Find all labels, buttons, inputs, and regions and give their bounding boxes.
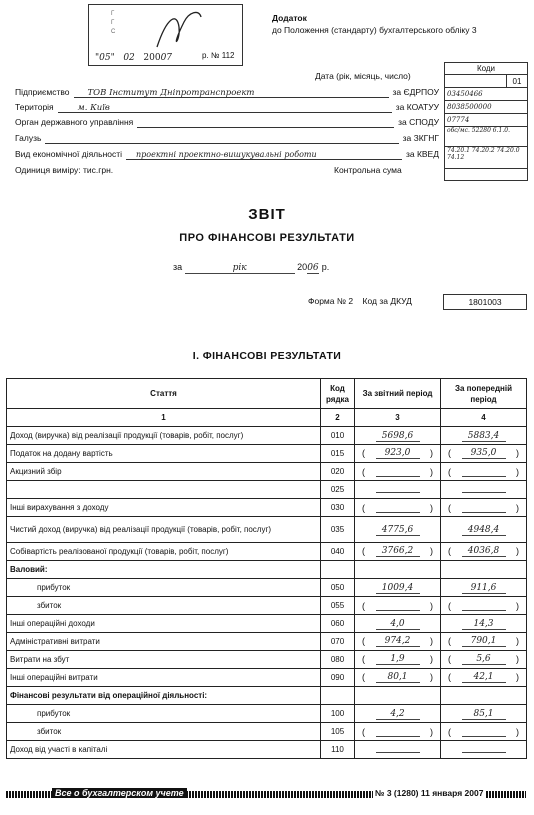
previous-period-value: [441, 561, 527, 579]
current-period-value: [355, 561, 441, 579]
code-kved: 74.20.1 74.20.2 74.20.0 74.12: [445, 147, 527, 169]
table-row: [7, 427, 527, 445]
previous-period-value: ( 790,1 ): [441, 633, 527, 651]
table-row: [7, 579, 527, 597]
report-subtitle: ПРО ФІНАНСОВІ РЕЗУЛЬТАТИ: [179, 232, 355, 244]
enterprise-value: ТОВ Інститут Дніпротранспроект: [74, 87, 389, 98]
table-row: [7, 543, 527, 561]
table-row: [7, 517, 527, 543]
table-row: [7, 633, 527, 651]
previous-period-value: ( ): [441, 723, 527, 741]
row-code: 010: [321, 427, 355, 445]
row-code: 015: [321, 445, 355, 463]
row-label: Доход від участі в капіталі: [7, 741, 321, 759]
row-label: прибуток: [7, 705, 321, 723]
table-row: [7, 651, 527, 669]
previous-period-value: ( 5,6 ): [441, 651, 527, 669]
current-period-value: 4775,6: [355, 517, 441, 543]
previous-period-value: 4948,4: [441, 517, 527, 543]
current-period-value: 5698,6: [355, 427, 441, 445]
publication-issue: № 3 (1280) 11 января 2007: [375, 788, 484, 798]
current-period-value: ( 1,9 ): [355, 651, 441, 669]
current-period-value: [355, 481, 441, 499]
codes-title: Коди: [445, 63, 527, 75]
code-control: [445, 169, 527, 182]
current-period-value: 1009,4: [355, 579, 441, 597]
table-row: [7, 445, 527, 463]
header-code: Код рядка: [321, 379, 355, 409]
current-period-value: ( 923,0 ): [355, 445, 441, 463]
row-label: Фінансові результати від операційної діяльності:: [7, 687, 321, 705]
row-code: 070: [321, 633, 355, 651]
unit-label: Одиниця виміру: тис.грн.: [15, 165, 114, 175]
row-code: 030: [321, 499, 355, 517]
previous-period-value: 5883,4: [441, 427, 527, 445]
previous-period-value: [441, 481, 527, 499]
previous-period-value: ( 4036,8 ): [441, 543, 527, 561]
table-row: [7, 597, 527, 615]
current-period-value: ( 3766,2 ): [355, 543, 441, 561]
current-period-value: 4,2: [355, 705, 441, 723]
report-title: ЗВІТ: [248, 206, 286, 223]
appendix-text: до Положення (стандарту) бухгалтерського обліку 3: [272, 25, 477, 35]
row-code: 080: [321, 651, 355, 669]
row-label: Витрати на збут: [7, 651, 321, 669]
row-label: Інші операційні доходи: [7, 615, 321, 633]
row-code: 020: [321, 463, 355, 481]
previous-period-value: [441, 741, 527, 759]
row-label: збиток: [7, 723, 321, 741]
row-code: 035: [321, 517, 355, 543]
previous-period-value: ( 42,1 ): [441, 669, 527, 687]
table-row: [7, 687, 527, 705]
period-year: 06: [307, 263, 319, 273]
field-territory: Територія м. Київ за КОАТУУ: [15, 102, 439, 113]
row-code: 060: [321, 615, 355, 633]
section-heading: І. ФІНАНСОВІ РЕЗУЛЬТАТИ: [192, 350, 342, 362]
table-row: [7, 481, 527, 499]
table-row: [7, 705, 527, 723]
row-label: Інші вирахування з доходу: [7, 499, 321, 517]
appendix-title: Додаток: [272, 13, 307, 23]
row-label: Інші операційні витрати: [7, 669, 321, 687]
row-code: [321, 687, 355, 705]
row-label: Валовий:: [7, 561, 321, 579]
previous-period-value: ( 935,0 ): [441, 445, 527, 463]
field-enterprise: Підприємство ТОВ Інститут Дніпротранспроект за ЄДРПОУ: [15, 87, 439, 98]
current-period-value: ( ): [355, 597, 441, 615]
header-previous: За попередній період: [441, 379, 527, 409]
current-period-value: ( 974,2 ): [355, 633, 441, 651]
row-code: 050: [321, 579, 355, 597]
row-label: Адміністративні витрати: [7, 633, 321, 651]
row-code: 110: [321, 741, 355, 759]
row-code: 100: [321, 705, 355, 723]
table-row: [7, 615, 527, 633]
form-number: Форма № 2 Код за ДКУД: [308, 296, 412, 306]
current-period-value: [355, 687, 441, 705]
code-spodu: 07774: [445, 114, 527, 127]
row-code: [321, 561, 355, 579]
financial-results-table: [6, 378, 527, 759]
row-code: 040: [321, 543, 355, 561]
previous-period-value: 85,1: [441, 705, 527, 723]
date-label: Дата (рік, місяць, число): [315, 71, 411, 81]
previous-period-value: 14,3: [441, 615, 527, 633]
header-article: Стаття: [7, 379, 321, 409]
field-industry: Галузь за ЗКГНГ: [15, 133, 439, 143]
row-label: Податок на додану вартість: [7, 445, 321, 463]
current-period-value: ( ): [355, 723, 441, 741]
table-row: [7, 561, 527, 579]
publication-name: Все о бухгалтерском учете: [52, 788, 187, 798]
current-period-value: 4,0: [355, 615, 441, 633]
authority-value: [137, 117, 394, 128]
row-label: Собівартість реалізованої продукції (товарів, робіт, послуг): [7, 543, 321, 561]
registration-stamp: [88, 4, 243, 66]
codes-date-row: 01: [445, 75, 527, 88]
previous-period-value: [441, 687, 527, 705]
table-row: [7, 669, 527, 687]
publication-footer: [0, 788, 534, 800]
code-edrpou: 03450466: [445, 88, 527, 101]
industry-value: [45, 133, 398, 144]
appendix-header: [272, 12, 477, 36]
report-period: за рік 2006 р.: [173, 262, 330, 273]
current-period-value: [355, 741, 441, 759]
table-row: [7, 741, 527, 759]
row-code: 025: [321, 481, 355, 499]
previous-period-value: 911,6: [441, 579, 527, 597]
previous-period-value: ( ): [441, 463, 527, 481]
previous-period-value: ( ): [441, 499, 527, 517]
codes-box: [444, 62, 528, 181]
row-label: Акцизний збір: [7, 463, 321, 481]
current-period-value: ( ): [355, 499, 441, 517]
row-code: 055: [321, 597, 355, 615]
activity-value: проектні проектно-вишукувальні роботи: [126, 149, 402, 160]
table-row: [7, 723, 527, 741]
dkud-code-box: 1801003: [443, 294, 527, 310]
control-sum-label: Контрольна сума: [334, 165, 402, 175]
table-row: [7, 463, 527, 481]
current-period-value: ( ): [355, 463, 441, 481]
previous-period-value: ( ): [441, 597, 527, 615]
code-zkgng: обс/мс. 52280 6.1.0.: [445, 127, 527, 147]
table-row: [7, 499, 527, 517]
field-authority: Орган державного управління за СПОДУ: [15, 117, 439, 127]
table-number-row: 1 2 3 4: [7, 409, 527, 427]
field-activity: Вид економічної діяльності проектні проектно-вишукувальні роботи за КВЕД: [15, 149, 439, 159]
territory-value: м. Київ: [58, 102, 392, 113]
row-label: прибуток: [7, 579, 321, 597]
period-value: рік: [185, 263, 295, 274]
stamp-line: Г: [111, 20, 115, 26]
stamp-line: С: [111, 29, 116, 35]
code-koatuu: 8038500000: [445, 101, 527, 114]
row-label: збиток: [7, 597, 321, 615]
header-current: За звітний період: [355, 379, 441, 409]
current-period-value: ( 80,1 ): [355, 669, 441, 687]
stamp-line: Г: [111, 11, 115, 17]
stamp-date: "05" 02 20007: [95, 53, 173, 63]
signature-icon: [149, 7, 209, 57]
row-label: Чистий доход (виручка) від реалізації продукції (товарів, робіт, послуг): [7, 517, 321, 543]
row-label: [7, 481, 321, 499]
stamp-number: р. № 112: [202, 51, 235, 60]
table-header-row: [7, 379, 527, 409]
row-label: Доход (виручка) від реалізації продукції (товарів, робіт, послуг): [7, 427, 321, 445]
row-code: 105: [321, 723, 355, 741]
row-code: 090: [321, 669, 355, 687]
